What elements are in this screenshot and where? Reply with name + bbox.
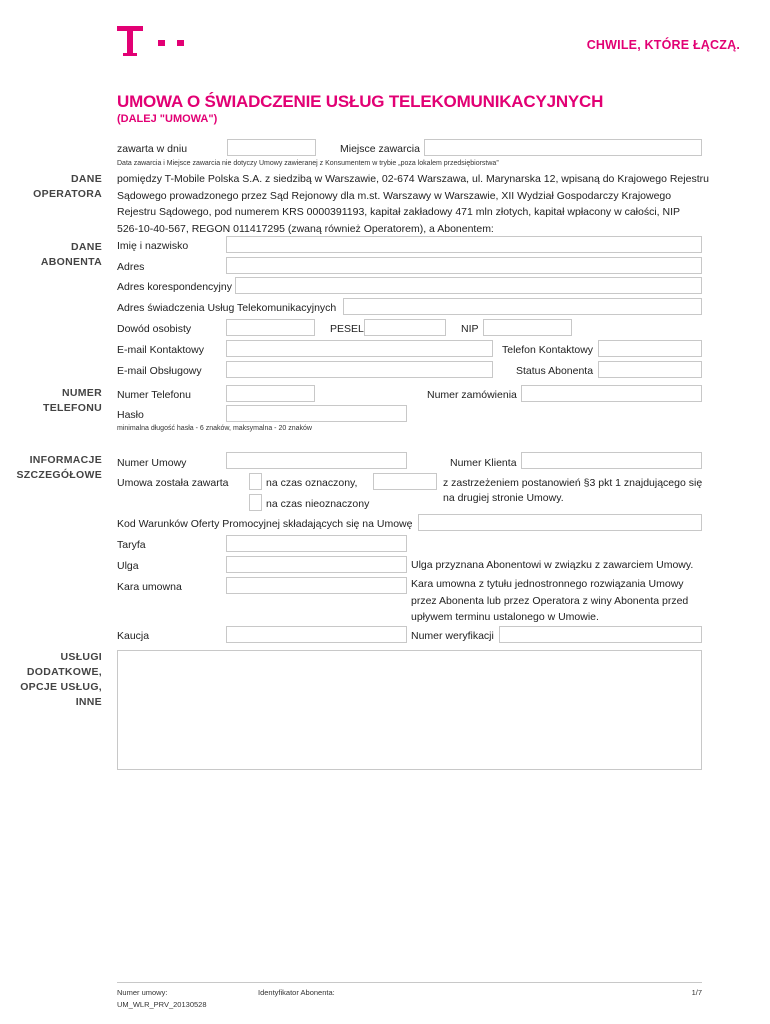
section-phone: NUMER TELEFONU (43, 387, 102, 414)
email-contact-label: E-mail Kontaktowy (117, 344, 204, 356)
tagline: CHWILE, KTÓRE ŁĄCZĄ. (586, 38, 740, 52)
client-number-field[interactable] (521, 452, 702, 469)
password-note: minimalna długość hasła - 6 znaków, maksymalna - 20 znaków (117, 425, 312, 432)
id-doc-field[interactable] (226, 319, 315, 336)
date-label: zawarta w dniu (117, 143, 188, 155)
tariff-field[interactable] (226, 535, 407, 552)
fixed-term-checkbox[interactable] (249, 473, 262, 490)
phone-contact-label: Telefon Kontaktowy (502, 344, 594, 356)
footer-subscriber-id-label: Identyfikator Abonenta: (258, 988, 335, 997)
password-label: Hasło (117, 409, 144, 421)
place-label: Miejsce zawarcia (340, 143, 420, 155)
penalty-field[interactable] (226, 577, 407, 594)
order-number-field[interactable] (521, 385, 702, 402)
deposit-field[interactable] (226, 626, 407, 643)
fixed-term-until-field[interactable] (373, 473, 437, 490)
date-place-note: Data zawarcia i Miejsce zawarcia nie dotyczy Umowy zawieranej z Konsumentem w trybie „poza lokalem przedsiębiorstwa” (117, 160, 499, 167)
tariff-label: Taryfa (117, 539, 146, 551)
phone-number-field[interactable] (226, 385, 315, 402)
nip-label: NIP (461, 323, 479, 335)
section-details: INFORMACJE SZCZEGÓŁOWE (16, 454, 102, 481)
service-address-label: Adres świadczenia Usług Telekomunikacyjnych (117, 302, 337, 314)
section-subscriber: DANE ABONENTA (40, 241, 102, 268)
status-field[interactable] (598, 361, 702, 378)
operator-details: pomiędzy T-Mobile Polska S.A. z siedzibą w Warszawie, 02-674 Warszawa, ul. Marynarska 12, wpisaną do Krajowego Rejestru Sądowego prowadzonego przez Sąd Rejonowy dla m.st. Warszawy w Warszawie, XII Wydział Gospodarczy Krajowego Rejestru Sądowego, pod numerem KRS 0000391193, kapitał zakładowy 471 mln złotych, kapitał wpłacony w całości, NIP 526-10-40-567, REGON 011417295 (zwaną również Operatorem), a Abonentem: (117, 173, 709, 235)
email-contact-field[interactable] (226, 340, 493, 357)
penalty-note: Kara umowna z tytułu jednostronnego rozwiązania Umowy przez Abonenta lub przez Operatora z winy Abonenta przed upływem terminu ustalonego w Umowie. (411, 578, 689, 623)
fixed-term-label: na czas oznaczony, (266, 477, 358, 489)
services-textarea[interactable] (117, 650, 702, 770)
document-code: UM_WLR_PRV_20130528 (117, 1000, 207, 1009)
pesel-field[interactable] (364, 319, 446, 336)
footer-contract-number-label: Numer umowy: (117, 988, 168, 997)
section-operator: DANE OPERATORA (33, 173, 102, 200)
address-field[interactable] (226, 257, 702, 274)
phone-contact-field[interactable] (598, 340, 702, 357)
logo-dot-icon (177, 40, 184, 46)
date-field[interactable] (227, 139, 316, 156)
email-service-field[interactable] (226, 361, 493, 378)
verification-label: Numer weryfikacji (411, 630, 494, 642)
place-field[interactable] (424, 139, 702, 156)
name-label: Imię i nazwisko (117, 240, 189, 252)
indefinite-term-checkbox[interactable] (249, 494, 262, 511)
deposit-label: Kaucja (117, 630, 150, 642)
document-title: UMOWA O ŚWIADCZENIE USŁUG TELEKOMUNIKACYJNYCH (117, 92, 604, 111)
order-number-label: Numer zamówienia (427, 389, 517, 401)
name-field[interactable] (226, 236, 702, 253)
logo-dot-icon (158, 40, 165, 46)
footer-divider (117, 982, 702, 983)
penalty-label: Kara umowna (117, 581, 182, 593)
address-label: Adres (117, 261, 145, 273)
t-logo-icon (117, 22, 143, 58)
discount-label: Ulga (117, 560, 139, 572)
nip-field[interactable] (483, 319, 572, 336)
discount-note: Ulga przyznana Abonentowi w związku z zawarciem Umowy. (411, 559, 694, 571)
email-service-label: E-mail Obsługowy (117, 365, 202, 377)
phone-number-label: Numer Telefonu (117, 389, 191, 401)
password-field[interactable] (226, 405, 407, 422)
reservation-line2: na drugiej stronie Umowy. (443, 492, 564, 504)
verification-field[interactable] (499, 626, 702, 643)
pesel-label: PESEL (330, 323, 364, 335)
contract-number-field[interactable] (226, 452, 407, 469)
corr-address-field[interactable] (235, 277, 702, 294)
status-label: Status Abonenta (516, 365, 594, 377)
concluded-label: Umowa została zawarta (117, 477, 229, 489)
id-doc-label: Dowód osobisty (117, 323, 192, 335)
discount-field[interactable] (226, 556, 407, 573)
page-number: 1/7 (691, 988, 702, 997)
promo-code-label: Kod Warunków Oferty Promocyjnej składających się na Umowę (117, 518, 413, 530)
service-address-field[interactable] (343, 298, 702, 315)
reservation-line1: z zastrzeżeniem postanowień §3 pkt 1 znajdującego się (443, 477, 703, 489)
section-services: USŁUGI DODATKOWE, OPCJE USŁUG, INNE (20, 651, 102, 708)
corr-address-label: Adres korespondencyjny (117, 281, 232, 293)
document-subtitle: (DALEJ "UMOWA") (117, 113, 218, 125)
indefinite-term-label: na czas nieoznaczony (266, 498, 370, 510)
promo-code-field[interactable] (418, 514, 702, 531)
client-number-label: Numer Klienta (450, 457, 517, 469)
contract-number-label: Numer Umowy (117, 457, 187, 469)
